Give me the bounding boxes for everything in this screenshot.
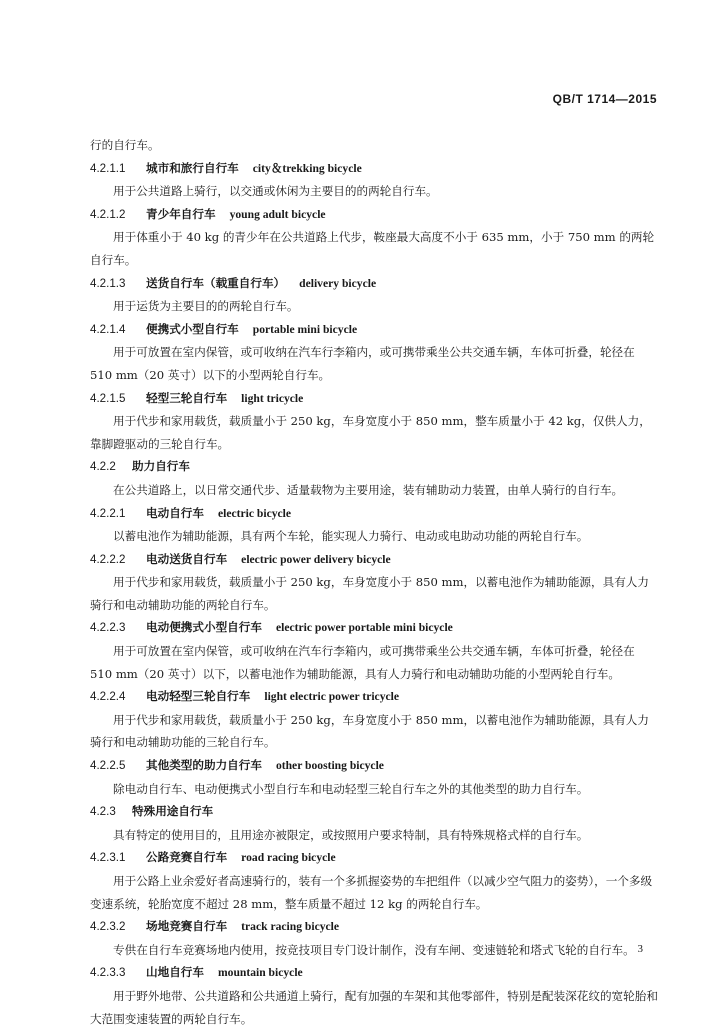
clause-number: 4.2.1.5 — [90, 391, 126, 405]
clause-number: 4.2.1.3 — [90, 276, 126, 290]
clause-definition: 在公共道路上，以日常交通代步、适量载物为主要用途，装有辅助动力装置，由单人骑行的自行车。 — [113, 482, 624, 497]
clause-term-zh: 特殊用途自行车 — [132, 804, 214, 819]
clause-definition: 用于代步和家用载货，载质量小于 250 kg，车身宽度小于 850 mm，整车质量小于 42 kg，仅供人力，靠脚蹬驱动的三轮自行车。 — [90, 414, 651, 451]
clause-number: 4.2.2.4 — [90, 690, 126, 704]
clause-heading — [90, 800, 660, 824]
clause-term-en: mountain bicycle — [217, 966, 303, 980]
clause-definition: 用于代步和家用载货，载质量小于 250 kg，车身宽度小于 850 mm，以蓄电池作为辅助能源，具有人力骑行和电动辅助功能的两轮自行车。 — [90, 575, 649, 612]
clause-definition: 以蓄电池作为辅助能源，具有两个车轮，能实现人力骑行、电动或电助动功能的两轮自行车。 — [113, 529, 589, 544]
entry-list — [90, 157, 660, 1030]
clause-term-en: portable mini bicycle — [252, 322, 358, 336]
clause-term-en: electric power portable mini bicycle — [275, 621, 453, 635]
clause-term-zh: 轻型三轮自行车 — [146, 390, 228, 405]
clause-definition: 用于可放置在室内保管，或可收纳在汽车行李箱内，或可携带乘坐公共交通车辆，车体可折叠，轮径在 510 mm（20 英寸）以下的小型两轮自行车。 — [90, 345, 635, 382]
clause-heading — [90, 846, 660, 870]
clause-number: 4.2.3.3 — [90, 966, 126, 980]
clause-definition: 专供在自行车竞赛场地内使用，按竞技项目专门设计制作，没有车闸、变速链轮和塔式飞轮的自行车。 — [113, 942, 635, 957]
clause-term-en: electric bicycle — [217, 506, 292, 520]
clause-definition: 用于可放置在室内保管，或可收纳在汽车行李箱内，或可携带乘坐公共交通车辆，车体可折叠，轮径在 510 mm（20 英寸）以下，以蓄电池作为辅助能源，具有人力骑行和电动辅助功能的小型两轮自行车。 — [90, 644, 635, 681]
clause-term-zh: 青少年自行车 — [146, 206, 216, 221]
standard-number: QB/T 1714—2015 — [552, 92, 657, 106]
clause-term-zh: 场地竞赛自行车 — [146, 919, 228, 934]
clause-term-zh: 城市和旅行自行车 — [146, 160, 239, 175]
clause-term-en: delivery bicycle — [299, 276, 377, 290]
clause-term-en: road racing bicycle — [241, 851, 336, 865]
clause-term-zh: 电动便携式小型自行车 — [146, 620, 262, 635]
clause-definition: 用于公路上业余爱好者高速骑行的，装有一个多抓握姿势的车把组件（以减少空气阻力的姿势），一个多级变速系统，轮胎宽度不超过 28 mm，整车质量不超过 12 kg 的两轮自行车。 — [90, 874, 653, 911]
clause-definition: 用于公共道路上骑行，以交通或休闲为主要目的的两轮自行车。 — [113, 184, 438, 199]
clause-heading — [90, 961, 660, 985]
clause-number: 4.2.1.4 — [90, 322, 126, 336]
clause-heading — [90, 387, 660, 411]
clause-number: 4.2.2.5 — [90, 759, 126, 773]
clause-number: 4.2.1.1 — [90, 161, 126, 175]
clause-heading — [90, 157, 660, 181]
document-body — [90, 134, 660, 1030]
clause-term-zh: 电动自行车 — [146, 505, 204, 520]
clause-number: 4.2.1.2 — [90, 207, 126, 221]
clause-number: 4.2.2.1 — [90, 506, 126, 520]
clause-term-en: young adult bicycle — [229, 207, 326, 221]
clause-heading — [90, 203, 660, 227]
clause-term-zh: 送货自行车（载重自行车） — [146, 275, 286, 290]
clause-heading — [90, 502, 660, 526]
clause-definition: 用于体重小于 40 kg 的青少年在公共道路上代步，鞍座最大高度不小于 635 mm，小于 750 mm 的两轮自行车。 — [90, 230, 655, 267]
clause-term-zh: 山地自行车 — [146, 965, 204, 980]
page-number: 3 — [637, 943, 643, 955]
clause-definition: 具有特定的使用目的，且用途亦被限定，或按照用户要求特制，具有特殊规格式样的自行车。 — [113, 827, 589, 842]
clause-definition: 用于代步和家用载货，载质量小于 250 kg，车身宽度小于 850 mm，以蓄电池作为辅助能源，具有人力骑行和电动辅助功能的三轮自行车。 — [90, 712, 649, 750]
clause-heading — [90, 548, 660, 572]
clause-number: 4.2.2.3 — [90, 621, 126, 635]
continuation-text: 行的自行车。 — [90, 138, 160, 152]
clause-term-en: electric power delivery bicycle — [241, 552, 391, 566]
clause-number: 4.2.2 — [90, 460, 116, 474]
clause-number: 4.2.3.1 — [90, 851, 126, 865]
clause-heading — [90, 685, 660, 709]
clause-number: 4.2.3 — [90, 805, 116, 819]
clause-number: 4.2.3.2 — [90, 920, 126, 934]
clause-heading — [90, 455, 660, 479]
clause-term-zh: 其他类型的助力自行车 — [146, 758, 262, 773]
clause-term-en: light tricycle — [241, 391, 304, 405]
clause-term-en: other boosting bicycle — [275, 759, 384, 773]
clause-heading — [90, 915, 660, 939]
clause-term-zh: 电动轻型三轮自行车 — [146, 689, 251, 704]
clause-heading — [90, 318, 660, 342]
clause-definition: 用于野外地带、公共道路和公共通道上骑行，配有加强的车架和其他零部件，特别是配装深花纹的宽轮胎和大范围变速装置的两轮自行车。 — [90, 988, 658, 1026]
clause-term-zh: 便携式小型自行车 — [146, 321, 239, 336]
clause-term-en: light electric power tricycle — [264, 690, 400, 704]
clause-term-zh: 公路竞赛自行车 — [146, 850, 228, 865]
clause-heading — [90, 616, 660, 640]
clause-term-zh: 电动送货自行车 — [146, 551, 228, 566]
clause-definition: 用于运货为主要目的的两轮自行车。 — [113, 299, 299, 314]
clause-term-en: city＆trekking bicycle — [252, 161, 362, 175]
clause-term-zh: 助力自行车 — [132, 459, 190, 474]
clause-heading — [90, 272, 660, 296]
clause-number: 4.2.2.2 — [90, 552, 126, 566]
clause-definition: 除电动自行车、电动便携式小型自行车和电动轻型三轮自行车之外的其他类型的助力自行车。 — [113, 781, 589, 796]
clause-term-en: track racing bicycle — [241, 920, 340, 934]
clause-heading — [90, 754, 660, 778]
